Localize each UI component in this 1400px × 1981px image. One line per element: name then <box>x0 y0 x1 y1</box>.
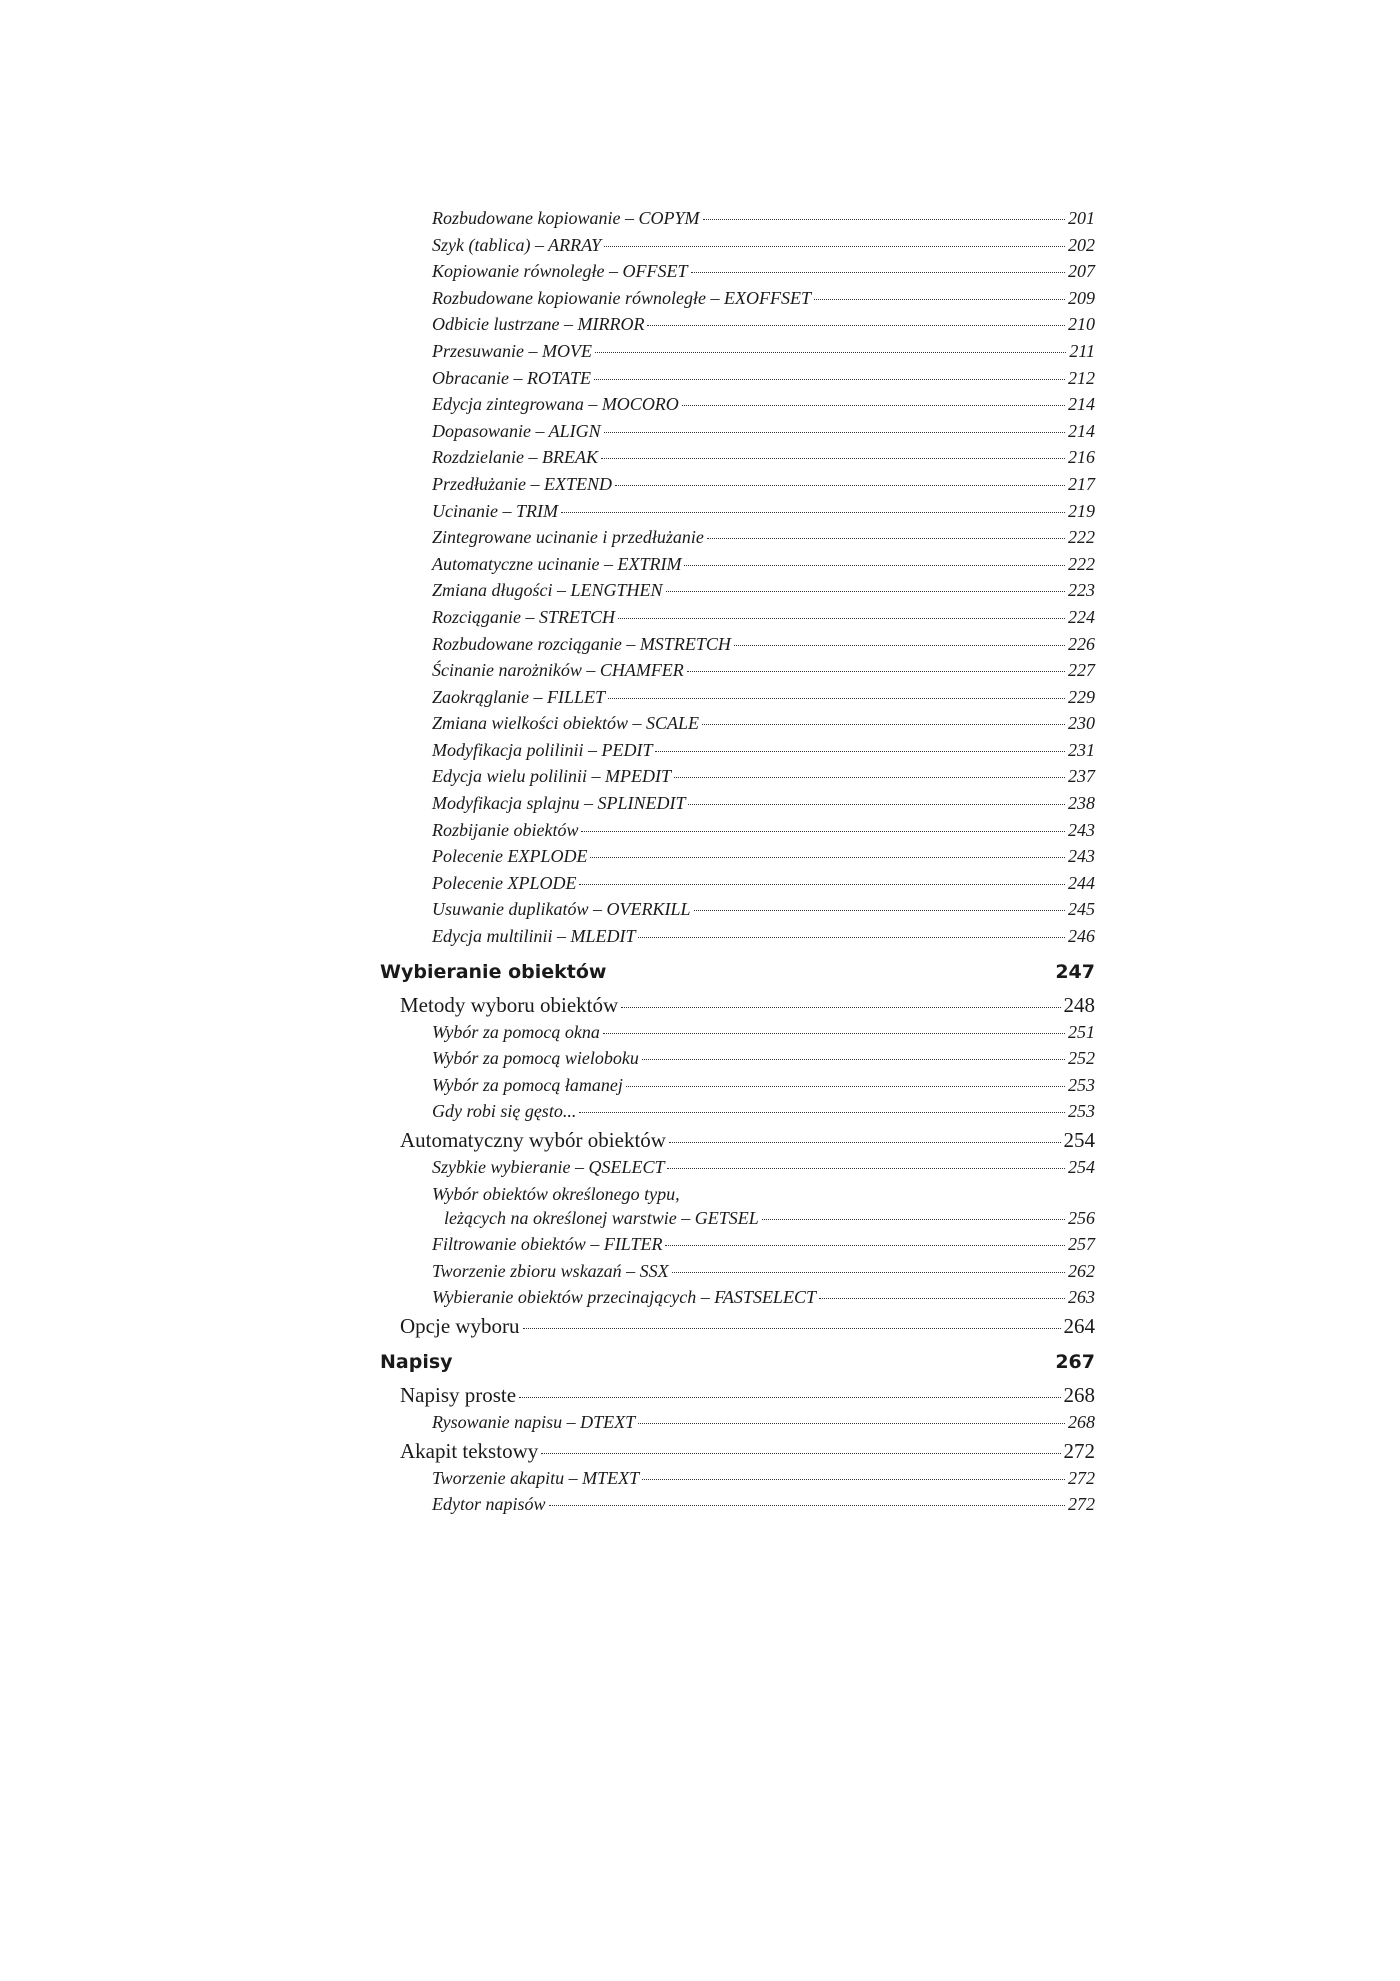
toc-entry-page: 272 <box>1063 1438 1095 1463</box>
leader-dots <box>615 485 1065 486</box>
toc-entry-label: Gdy robi się gęsto... <box>432 1101 577 1122</box>
leader-dots <box>581 831 1065 832</box>
toc-entry[interactable] <box>380 1075 1095 1102</box>
toc-entry[interactable] <box>380 740 1095 767</box>
toc-entry-label: Edycja wielu polilinii – MPEDIT <box>432 766 671 787</box>
leader-dots <box>604 432 1065 433</box>
toc-entry-label: Automatyczny wybór obiektów <box>400 1128 666 1152</box>
leader-dots <box>762 1219 1065 1220</box>
toc-entry[interactable] <box>380 1468 1095 1495</box>
toc-entry[interactable] <box>380 314 1095 341</box>
toc-entry-page: 272 <box>1068 1467 1095 1488</box>
toc-entry-page: 231 <box>1068 739 1095 760</box>
toc-entry-label: Wybór za pomocą wieloboku <box>432 1048 639 1069</box>
leader-dots <box>665 1245 1065 1246</box>
toc-entry-label: Usuwanie duplikatów – OVERKILL <box>432 899 691 920</box>
toc-entry-label: Rozbudowane rozciąganie – MSTRETCH <box>432 633 731 654</box>
toc-entry[interactable] <box>380 846 1095 873</box>
toc-entry[interactable] <box>380 501 1095 528</box>
leader-dots <box>694 910 1065 911</box>
toc-entry[interactable] <box>380 394 1095 421</box>
leader-dots <box>549 1505 1065 1506</box>
toc-entry-page: 237 <box>1068 766 1095 787</box>
toc-entry[interactable] <box>380 527 1095 554</box>
toc-entry[interactable] <box>380 1234 1095 1261</box>
leader-dots <box>638 1423 1065 1424</box>
toc-entry-label: Edycja zintegrowana – MOCORO <box>432 394 679 415</box>
toc-entry-page: 246 <box>1068 926 1095 947</box>
leader-dots <box>669 1142 1061 1143</box>
leader-dots <box>594 379 1065 380</box>
toc-entry-page: 262 <box>1068 1260 1095 1281</box>
toc-entry-label: Wybieranie obiektów przecinających – FASTSELECT <box>432 1287 816 1308</box>
toc-entry-page: 244 <box>1068 872 1095 893</box>
toc-entry-label: Wybór za pomocą łamanej <box>432 1074 623 1095</box>
toc-entry[interactable] <box>380 261 1095 288</box>
toc-entry[interactable] <box>380 766 1095 793</box>
leader-dots <box>819 1298 1065 1299</box>
toc-entry-page: 256 <box>1068 1207 1095 1228</box>
toc-entry-page: 207 <box>1068 261 1095 282</box>
toc-entry-label: Rozbijanie obiektów <box>432 819 579 840</box>
toc-entry-page: 222 <box>1068 527 1095 548</box>
toc-entry-page: 268 <box>1068 1411 1095 1432</box>
leader-dots <box>590 857 1065 858</box>
leader-dots <box>707 538 1065 539</box>
leader-dots <box>642 1479 1065 1480</box>
toc-entry-page: 223 <box>1068 580 1095 601</box>
toc-entry-label: leżących na określonej warstwie – GETSEL <box>444 1207 759 1228</box>
toc-entry[interactable] <box>380 1101 1095 1128</box>
toc-entry-label: Modyfikacja splajnu – SPLINEDIT <box>432 793 686 814</box>
leader-dots <box>638 937 1065 938</box>
toc-entry[interactable] <box>380 208 1095 235</box>
toc-entry-page: 201 <box>1068 208 1095 228</box>
toc-entry-page: 227 <box>1068 660 1095 681</box>
leader-dots <box>595 352 1066 353</box>
toc-entry-page: 212 <box>1068 367 1095 388</box>
section-page: 247 <box>1055 960 1095 983</box>
toc-entry-label: Zmiana wielkości obiektów – SCALE <box>432 713 699 734</box>
toc-entry-page: 217 <box>1068 473 1095 494</box>
toc-entry[interactable] <box>380 1494 1095 1521</box>
toc-entry[interactable] <box>380 873 1095 900</box>
toc-entry-page: 245 <box>1068 899 1095 920</box>
toc-entry-page: 209 <box>1068 287 1095 308</box>
toc-entry[interactable] <box>380 1157 1095 1184</box>
toc-entry-label: Przedłużanie – EXTEND <box>432 473 612 494</box>
toc-entry-label: Ścinanie narożników – CHAMFER <box>432 660 684 681</box>
toc-entry[interactable] <box>380 820 1095 847</box>
toc-entry-page: 264 <box>1063 1313 1095 1338</box>
leader-dots <box>579 884 1065 885</box>
leader-dots <box>682 405 1065 406</box>
toc-entry[interactable] <box>380 580 1095 607</box>
leader-dots <box>687 671 1065 672</box>
toc-entry-label: Polecenie EXPLODE <box>432 846 588 867</box>
toc-entry-label: Zintegrowane ucinanie i przedłużanie <box>432 527 704 548</box>
toc-entry-label: Obracanie – ROTATE <box>432 367 591 388</box>
toc-entry-label: Rozbudowane kopiowanie równoległe – EXOFFSET <box>432 287 811 308</box>
toc-entry[interactable] <box>380 421 1095 448</box>
leader-dots <box>814 299 1065 300</box>
toc-entry-label: Modyfikacja polilinii – PEDIT <box>432 739 653 760</box>
leader-dots <box>523 1328 1061 1329</box>
leader-dots <box>604 246 1065 247</box>
toc-entry-page: 257 <box>1068 1234 1095 1255</box>
toc-entry-label: Szyk (tablica) – ARRAY <box>432 234 602 255</box>
leader-dots <box>621 1007 1060 1008</box>
toc-entry-label: Polecenie XPLODE <box>432 872 577 893</box>
leader-dots <box>561 512 1065 513</box>
toc-entry-page: 214 <box>1068 394 1095 415</box>
leader-dots <box>608 698 1065 699</box>
toc-entry-page: 219 <box>1068 500 1095 521</box>
toc-entry-page: 248 <box>1063 992 1095 1017</box>
leader-dots <box>626 1086 1065 1087</box>
toc-entry-page: 202 <box>1068 234 1095 255</box>
leader-dots <box>579 1112 1065 1113</box>
toc-entry[interactable] <box>380 447 1095 474</box>
toc-entry-first-line[interactable] <box>380 1184 1095 1208</box>
toc-entry-label: Metody wyboru obiektów <box>400 992 619 1017</box>
toc-section-heading[interactable] <box>380 961 1095 993</box>
section-title: Napisy <box>380 1350 453 1373</box>
toc-entry[interactable] <box>380 1383 1095 1412</box>
toc-entry-page: 268 <box>1063 1382 1095 1407</box>
section-title: Wybieranie obiektów <box>380 960 607 983</box>
toc-entry-label: Rozbudowane kopiowanie – COPYM <box>432 208 700 228</box>
leader-dots <box>691 272 1066 273</box>
toc-entry-label: Wybór obiektów określonego typu, <box>432 1183 680 1204</box>
toc-entry-page: 224 <box>1068 606 1095 627</box>
toc-entry[interactable] <box>380 687 1095 714</box>
toc-entry-label: Kopiowanie równoległe – OFFSET <box>432 261 688 282</box>
leader-dots <box>601 458 1065 459</box>
leader-dots <box>672 1272 1065 1273</box>
toc-entry[interactable] <box>380 474 1095 501</box>
toc-entry[interactable] <box>380 235 1095 262</box>
toc-entry[interactable] <box>380 288 1095 315</box>
toc-entry-label: Opcje wyboru <box>400 1313 520 1338</box>
toc-entry-page: 263 <box>1068 1287 1095 1308</box>
toc-entry-page: 243 <box>1068 846 1095 867</box>
toc-entry[interactable] <box>380 1261 1095 1288</box>
toc-entry-page: 251 <box>1068 1021 1095 1042</box>
toc-entry-label: Akapit tekstowy <box>400 1438 539 1463</box>
toc-entry-page: 252 <box>1068 1048 1095 1069</box>
toc-entry[interactable] <box>380 1048 1095 1075</box>
toc-entry[interactable] <box>380 368 1095 395</box>
toc-entry-page: 222 <box>1068 553 1095 574</box>
toc-entry-page: 216 <box>1068 447 1095 468</box>
toc-entry-label: Przesuwanie – MOVE <box>432 340 592 361</box>
leader-dots <box>688 804 1065 805</box>
toc-entry[interactable] <box>380 1128 1095 1157</box>
leader-dots <box>702 724 1065 725</box>
toc-entry-label: Rozdzielanie – BREAK <box>432 447 598 468</box>
leader-dots <box>703 219 1066 220</box>
toc-entry-page: 253 <box>1068 1074 1095 1095</box>
toc-entry-continuation[interactable] <box>380 1208 1095 1235</box>
toc-entry-label: Rozciąganie – STRETCH <box>432 606 615 627</box>
toc-entry-page: 210 <box>1068 314 1095 335</box>
toc-entry[interactable] <box>380 1314 1095 1343</box>
toc-entry-page: 254 <box>1063 1128 1095 1152</box>
toc-entry-page: 243 <box>1068 819 1095 840</box>
toc-entry[interactable] <box>380 1439 1095 1468</box>
leader-dots <box>603 1033 1065 1034</box>
table-of-contents <box>380 208 1095 1521</box>
toc-entry-label: Szybkie wybieranie – QSELECT <box>432 1157 665 1177</box>
toc-entry-label: Dopasowanie – ALIGN <box>432 420 601 441</box>
toc-entry-label: Tworzenie zbioru wskazań – SSX <box>432 1260 669 1281</box>
leader-dots <box>667 1168 1065 1169</box>
toc-entry-label: Edytor napisów <box>432 1494 546 1515</box>
toc-section-heading[interactable] <box>380 1351 1095 1383</box>
toc-entry-page: 214 <box>1068 420 1095 441</box>
toc-entry-label: Wybór za pomocą okna <box>432 1021 600 1042</box>
toc-entry[interactable] <box>380 713 1095 740</box>
toc-entry-page: 229 <box>1068 686 1095 707</box>
toc-entry[interactable] <box>380 1287 1095 1314</box>
leader-dots <box>519 1397 1060 1398</box>
leader-dots <box>642 1059 1065 1060</box>
toc-entry[interactable] <box>380 634 1095 661</box>
toc-entry-label: Ucinanie – TRIM <box>432 500 558 521</box>
leader-dots <box>684 565 1065 566</box>
toc-entry-page: 238 <box>1068 793 1095 814</box>
leader-dots <box>734 645 1065 646</box>
toc-entry-page: 253 <box>1068 1101 1095 1122</box>
toc-entry-label: Zaokrąglanie – FILLET <box>432 686 606 707</box>
toc-entry[interactable] <box>380 793 1095 820</box>
leader-dots <box>674 777 1065 778</box>
toc-entry-page: 272 <box>1068 1494 1095 1515</box>
toc-entry-label: Edycja multilinii – MLEDIT <box>432 926 636 947</box>
toc-entry-page: 211 <box>1069 340 1095 361</box>
toc-entry[interactable] <box>380 554 1095 581</box>
toc-entry-page: 226 <box>1068 633 1095 654</box>
toc-entry-label: Odbicie lustrzane – MIRROR <box>432 314 645 335</box>
leader-dots <box>666 591 1065 592</box>
leader-dots <box>618 618 1065 619</box>
toc-entry-label: Automatyczne ucinanie – EXTRIM <box>432 553 682 574</box>
toc-entry-label: Tworzenie akapitu – MTEXT <box>432 1467 640 1488</box>
toc-entry[interactable] <box>380 926 1095 953</box>
section-page: 267 <box>1055 1350 1095 1373</box>
toc-entry[interactable] <box>380 1022 1095 1049</box>
leader-dots <box>655 751 1065 752</box>
toc-entry-label: Filtrowanie obiektów – FILTER <box>432 1234 663 1255</box>
toc-entry[interactable] <box>380 899 1095 926</box>
toc-entry-label: Zmiana długości – LENGTHEN <box>432 580 663 601</box>
toc-entry-page: 230 <box>1068 713 1095 734</box>
toc-entry-label: Rysowanie napisu – DTEXT <box>432 1411 636 1432</box>
leader-dots <box>541 1453 1060 1454</box>
toc-entry[interactable] <box>380 607 1095 634</box>
toc-entry[interactable] <box>380 660 1095 687</box>
toc-entry[interactable] <box>380 341 1095 368</box>
toc-entry-label: Napisy proste <box>400 1382 517 1407</box>
toc-entry-page: 254 <box>1068 1157 1095 1177</box>
toc-entry[interactable] <box>380 1412 1095 1439</box>
leader-dots <box>647 325 1065 326</box>
toc-entry[interactable] <box>380 993 1095 1022</box>
